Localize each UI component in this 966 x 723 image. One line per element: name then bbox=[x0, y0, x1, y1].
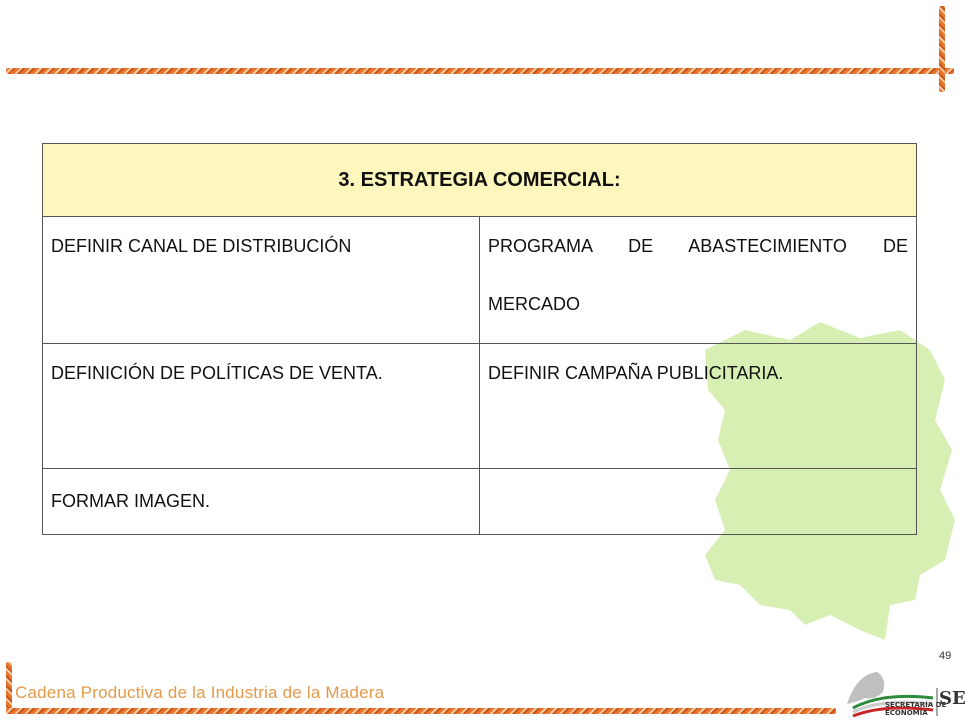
table-row bbox=[43, 344, 917, 469]
footer-title: Cadena Productiva de la Industria de la Madera bbox=[15, 683, 385, 702]
table-cell: PROGRAMA DE ABASTECIMIENTO DE MERCADO bbox=[480, 217, 917, 344]
table-cell-empty bbox=[480, 469, 917, 535]
logo-text-line1: SECRETARÍA DE bbox=[885, 701, 947, 709]
secretaria-economia-logo bbox=[843, 652, 966, 718]
table-cell: DEFINIR CANAL DE DISTRIBUCIÓN bbox=[43, 217, 480, 344]
logo-text-line2: ECONOMÍA bbox=[885, 709, 928, 717]
table-row bbox=[43, 217, 917, 344]
page-number: 49 bbox=[939, 650, 952, 662]
logo-initials: SE bbox=[939, 688, 966, 709]
table-row bbox=[43, 469, 917, 535]
commercial-strategy-table bbox=[42, 143, 917, 535]
table-cell: DEFINICIÓN DE POLÍTICAS DE VENTA. bbox=[43, 344, 480, 469]
table-cell: FORMAR IMAGEN. bbox=[43, 469, 480, 535]
table-header: 3. ESTRATEGIA COMERCIAL: bbox=[43, 144, 917, 217]
table-cell: DEFINIR CAMPAÑA PUBLICITARIA. bbox=[480, 344, 917, 469]
